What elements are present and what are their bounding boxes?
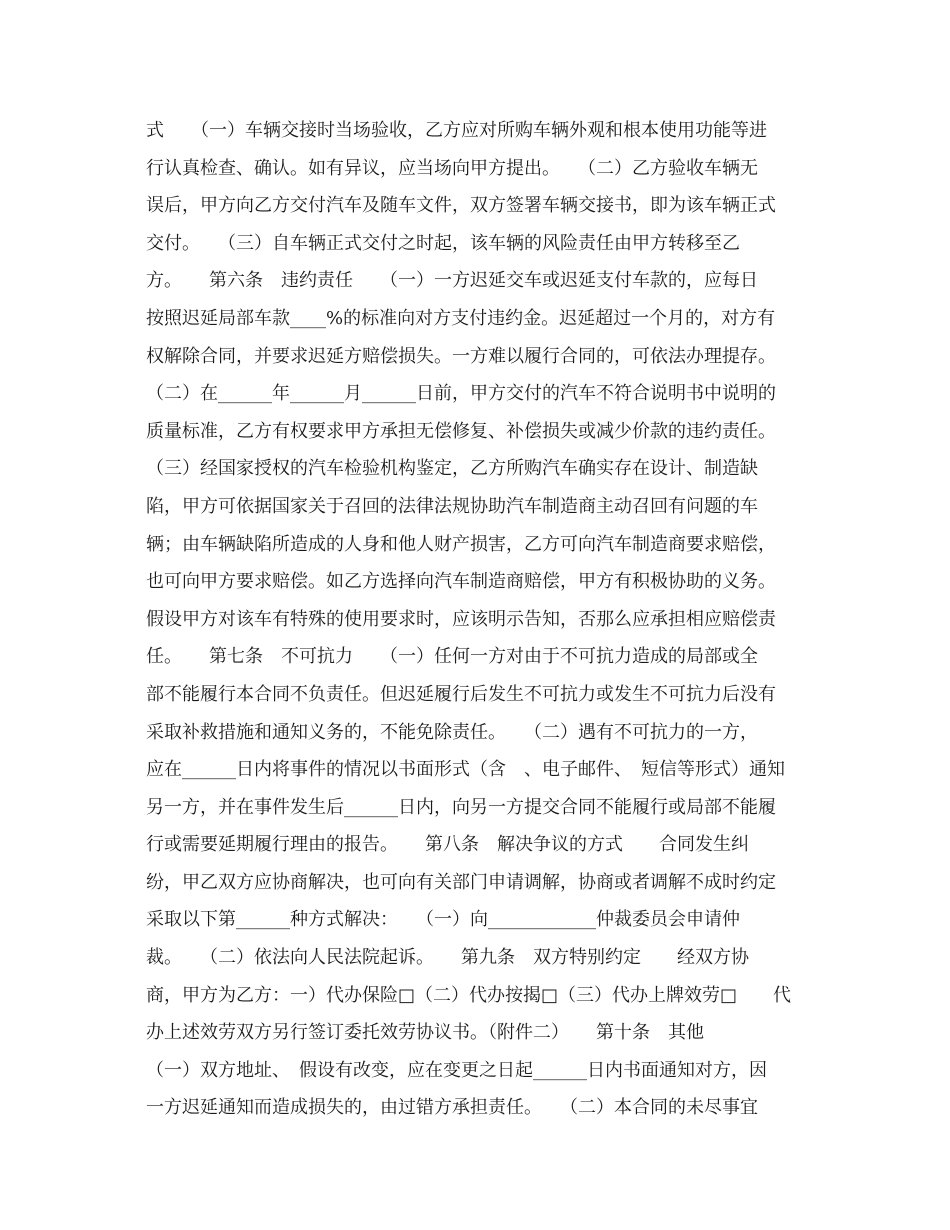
text-line: （一）双方地址、 假设有改变，应在变更之日起______日内书面通知对方，因: [146, 1059, 767, 1081]
text-line: 采取以下第______种方式解决： （一）向____________仲裁委员会申请仲: [146, 909, 740, 931]
text-line: 辆；由车辆缺陷所造成的人身和他人财产损害，乙方可向汽车制造商要求赔偿，: [146, 533, 776, 555]
text-line: 按照迟延局部车款____%的标准向对方支付违约金。迟延超过一个月的，对方有: [146, 307, 776, 329]
text-line: 行认真检查、确认。如有异议，应当场向甲方提出。 （二）乙方验收车辆无: [146, 157, 758, 179]
contract-text-block: [146, 112, 810, 1127]
text-line: 权解除合同，并要求迟延方赔偿损失。一方难以履行合同的，可依法办理提存。: [146, 345, 776, 367]
text-line: 方。 第六条 违约责任 （一）一方迟延交车或迟延支付车款的，应每日: [146, 270, 758, 292]
text-line: 误后，甲方向乙方交付汽车及随车文件，双方签署车辆交接书，即为该车辆正式: [146, 195, 776, 217]
text-line: 任。 第七条 不可抗力 （一）任何一方对由于不可抗力造成的局部或全: [146, 646, 758, 668]
text-line: 部不能履行本合同不负责任。但迟延履行后发生不可抗力或发生不可抗力后没有: [146, 683, 776, 705]
text-line: 陷，甲方可依据国家关于召回的法律法规协助汽车制造商主动召回有问题的车: [146, 495, 758, 517]
text-line: 采取补救措施和通知义务的，不能免除责任。 （二）遇有不可抗力的一方，: [146, 721, 758, 743]
text-line: 行或需要延期履行理由的报告。 第八条 解决争议的方式 合同发生纠: [146, 834, 749, 856]
text-line: 质量标准，乙方有权要求甲方承担无偿修复、补偿损失或减少价款的违约责任。: [146, 420, 776, 442]
text-line: 商，甲方为乙方：一）代办保险□（二）代办按揭□（三）代办上牌效劳□ 代: [146, 984, 792, 1006]
text-line: 式 （一）车辆交接时当场验收，乙方应对所购车辆外观和根本使用功能等进: [146, 120, 767, 141]
text-line: （三）经国家授权的汽车检验机构鉴定，乙方所购汽车确实存在设计、制造缺: [146, 458, 758, 480]
text-line: 裁。 （二）依法向人民法院起诉。 第九条 双方特别约定 经双方协: [146, 947, 749, 969]
text-line: 假设甲方对该车有特殊的使用要求时，应该明示告知，否那么应承担相应赔偿责: [146, 608, 776, 630]
text-line: 一方迟延通知而造成损失的，由过错方承担责任。 （二）本合同的未尽事宜: [146, 1097, 758, 1119]
text-line: 办上述效劳双方另行签订委托效劳协议书。（附件二） 第十条 其他: [146, 1022, 704, 1044]
text-line: 应在______日内将事件的情况以书面形式（含 、电子邮件、 短信等形式）通知: [146, 759, 785, 781]
text-line: 另一方，并在事件发生后______日内，向另一方提交合同不能履行或局部不能履: [146, 796, 776, 818]
text-line: 也可向甲方要求赔偿。如乙方选择向汽车制造商赔偿，甲方有积极协助的义务。: [146, 571, 776, 593]
text-line: （二）在______年______月______日前，甲方交付的汽车不符合说明书中说明的: [146, 383, 776, 405]
text-line: 纷，甲乙双方应协商解决，也可向有关部门申请调解，协商或者调解不成时约定: [146, 871, 776, 893]
text-line: 交付。 （三）自车辆正式交付之时起，该车辆的风险责任由甲方转移至乙: [146, 232, 740, 254]
